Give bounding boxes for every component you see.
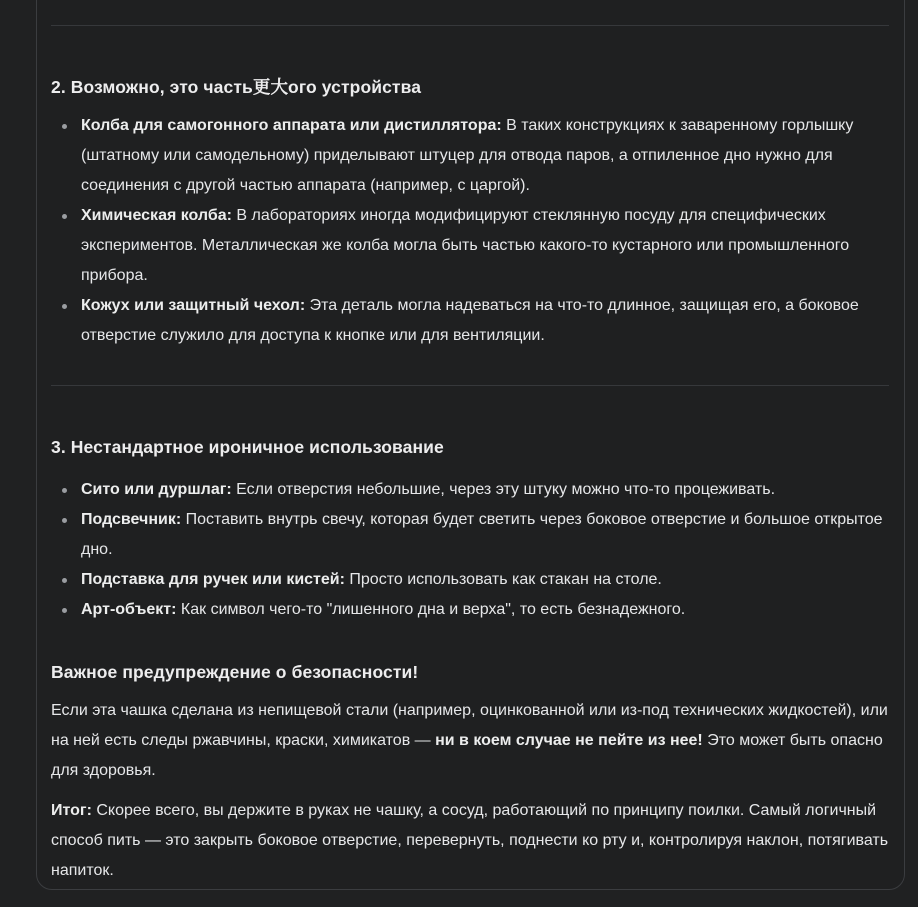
warning-emphasis: ни в коем случае не пейте из нее! xyxy=(435,732,703,749)
bullet-dot xyxy=(62,578,67,583)
bullet-list-section-2 xyxy=(51,111,889,351)
item-description: Просто использовать как стакан на столе. xyxy=(344,571,662,588)
item-description: Как символ чего-то "лишенного дна и верха", то есть безнадежного. xyxy=(176,601,686,618)
summary-paragraph xyxy=(51,796,889,886)
list-item xyxy=(51,111,889,201)
section-divider xyxy=(51,25,889,26)
list-item xyxy=(51,291,889,351)
list-item xyxy=(51,595,889,625)
bullet-dot xyxy=(62,518,67,523)
summary-text: Скорее всего, вы держите в руках не чашку, а сосуд, работающий по принципу поилки. Самый логичный способ пить — это закрыть боковое отверстие, перевернуть, поднести ко рту и, контролируя наклон, потягивать напиток. xyxy=(51,802,889,879)
bullet-dot xyxy=(62,608,67,613)
item-description: В лабораториях иногда модифицируют стеклянную посуду для специфических экспериментов. Металлическая же колба могла быть частью какого-то кустарного или промышленного прибора. xyxy=(81,207,850,284)
list-item xyxy=(51,201,889,291)
list-item xyxy=(51,475,889,505)
item-term: Подставка для ручек или кистей: xyxy=(81,571,345,588)
section-heading-3: 3. Нестандартное ироничное использование xyxy=(51,437,444,457)
section-heading-2: 2. Возможно, это часть更大ого устройства xyxy=(51,77,422,97)
list-item xyxy=(51,505,889,565)
warning-tail: Это может быть опасно для здоровья. xyxy=(51,732,883,779)
summary-label: Итог: xyxy=(51,802,92,819)
warning-lead: Если эта чашка сделана из непищевой стали (например, оцинкованной или из-под технических жидкостей), или на ней есть следы ржавчины, краски, химикатов — xyxy=(51,702,888,749)
item-term: Подсвечник: xyxy=(81,511,182,528)
bullet-list-section-3 xyxy=(51,475,889,625)
item-description: Поставить внутрь свечу, которая будет светить через боковое отверстие и большое открытое дно. xyxy=(81,511,883,558)
assistant-response-panel xyxy=(36,0,905,890)
bullet-dot xyxy=(62,488,67,493)
response-content xyxy=(37,0,904,886)
bullet-dot xyxy=(62,304,67,309)
list-item xyxy=(51,565,889,595)
item-term: Арт-объект: xyxy=(81,601,177,618)
bullet-dot xyxy=(62,214,67,219)
item-description: В таких конструкциях к заваренному горлышку (штатному или самодельному) приделывают штуцер для отвода паров, а отпиленное дно нужно для соединения с другой частью аппарата (например, с царгой). xyxy=(81,117,854,194)
item-description: Если отверстия небольшие, через эту штуку можно что-то процеживать. xyxy=(231,481,776,498)
item-description: Эта деталь могла надеваться на что-то длинное, защищая его, а боковое отверстие служило для доступа к кнопке или для вентиляции. xyxy=(81,297,859,344)
item-term: Кожух или защитный чехол: xyxy=(81,297,306,314)
warning-paragraph xyxy=(51,696,889,786)
item-term: Химическая колба: xyxy=(81,207,232,224)
section-divider xyxy=(51,385,889,386)
item-term: Сито или дуршлаг: xyxy=(81,481,232,498)
item-term: Колба для самогонного аппарата или дистиллятора: xyxy=(81,117,502,134)
top-spacer xyxy=(51,0,889,25)
warning-heading: Важное предупреждение о безопасности! xyxy=(51,662,419,682)
bullet-dot xyxy=(62,124,67,129)
